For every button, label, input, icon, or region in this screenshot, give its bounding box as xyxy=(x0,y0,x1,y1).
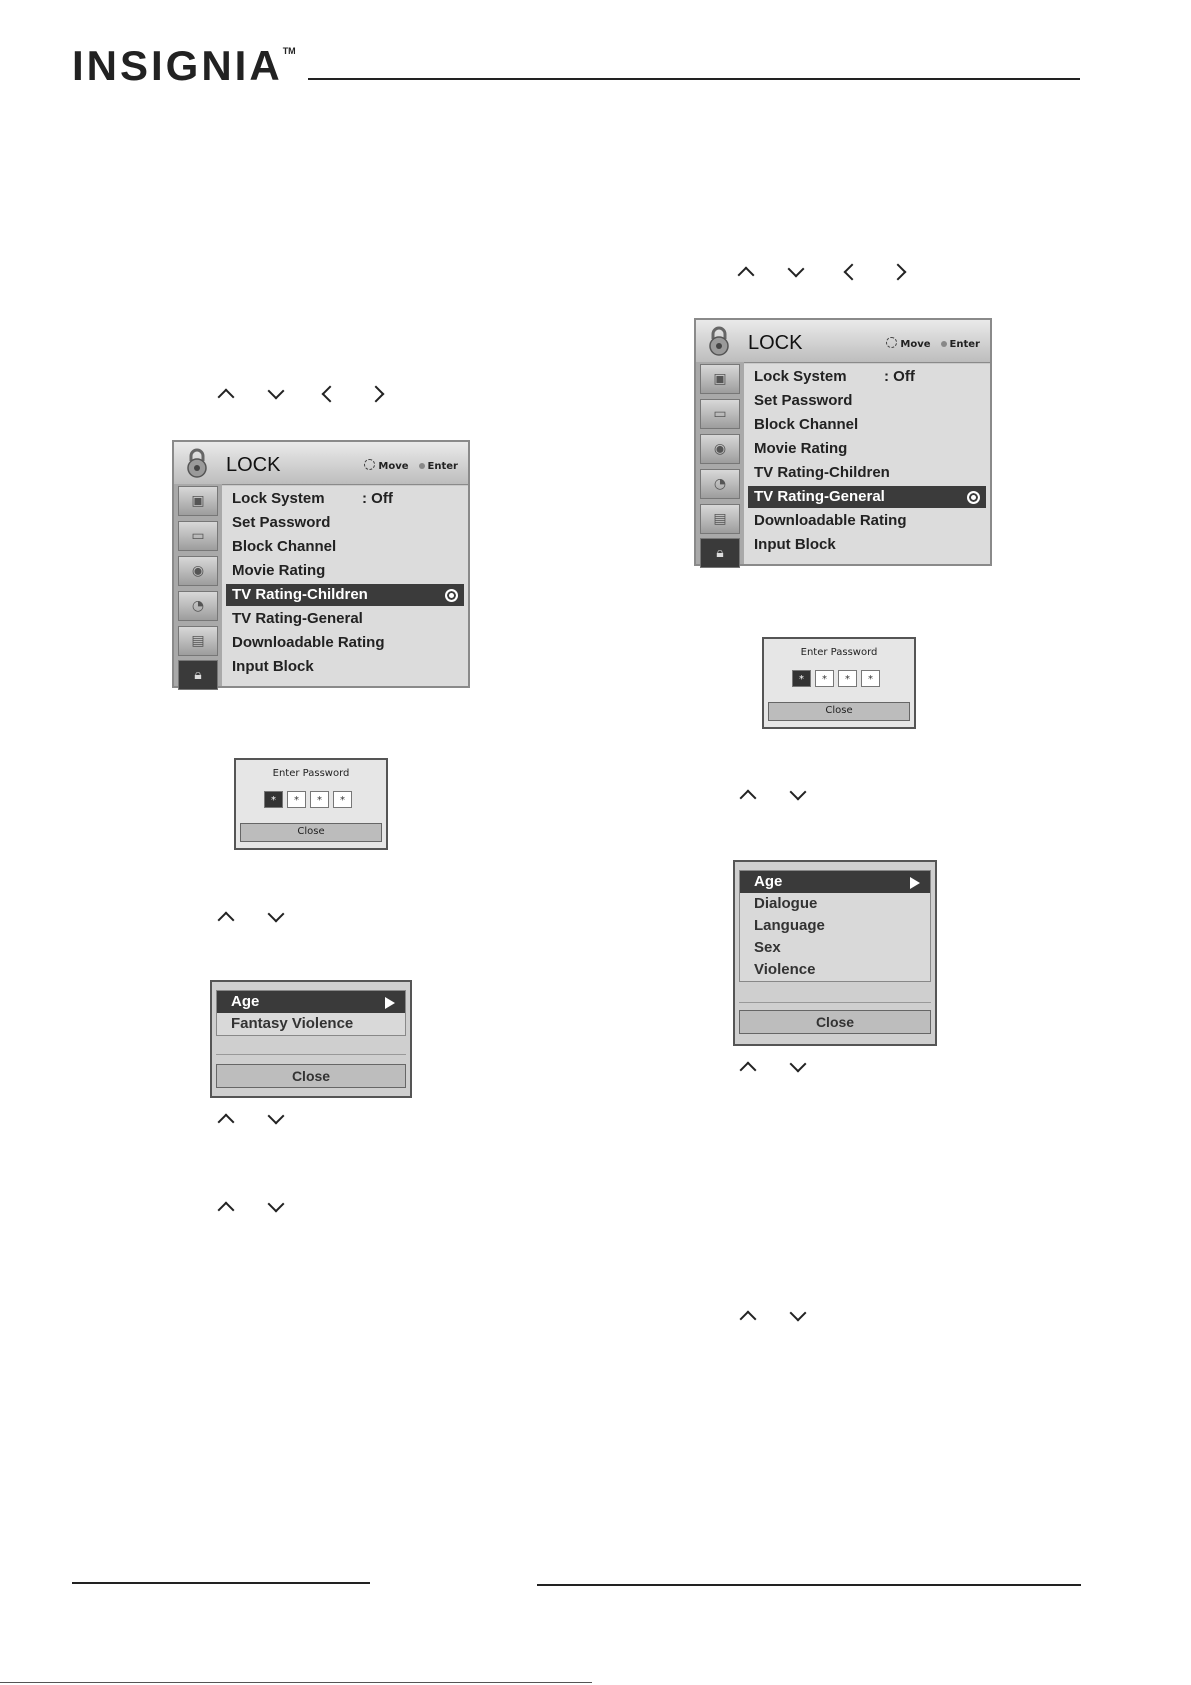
rating-list xyxy=(739,870,931,982)
menu-item-input-block[interactable]: Input Block xyxy=(754,536,836,553)
rating-popup-children xyxy=(210,980,412,1098)
popup-close-button[interactable]: Close xyxy=(739,1010,931,1034)
password-digit-2[interactable]: * xyxy=(815,670,834,687)
left-arrow-icon xyxy=(322,386,339,403)
selected-radio-icon xyxy=(967,491,980,504)
up-arrow-icon xyxy=(740,1062,757,1079)
nav-arrows-left-2 xyxy=(220,908,290,928)
header-rule xyxy=(308,78,1080,80)
audio-category-icon[interactable]: ◉ xyxy=(700,434,740,464)
picture-category-icon[interactable]: ▣ xyxy=(700,364,740,394)
menu-item-tv-rating-general[interactable]: TV Rating-General xyxy=(748,486,986,508)
menu-item-lock-system[interactable]: Lock System : Off xyxy=(232,490,393,507)
bottom-edge-rule xyxy=(0,1682,592,1683)
right-arrow-icon xyxy=(890,264,907,281)
enter-icon xyxy=(941,341,947,347)
password-digit-4[interactable]: * xyxy=(333,791,352,808)
password-dialog-title: Enter Password xyxy=(272,768,350,779)
up-arrow-icon xyxy=(740,790,757,807)
menu-item-input-block[interactable]: Input Block xyxy=(232,658,314,675)
password-digit-boxes xyxy=(792,667,884,687)
rating-item-dialogue[interactable]: Dialogue xyxy=(754,895,818,912)
rating-item-age[interactable]: Age xyxy=(217,991,405,1013)
nav-arrows-right-3 xyxy=(742,1058,812,1078)
rating-item-sex[interactable]: Sex xyxy=(754,939,781,956)
rating-item-age[interactable]: Age xyxy=(740,871,930,893)
time-category-icon[interactable]: ◔ xyxy=(700,469,740,499)
password-digit-3[interactable]: * xyxy=(310,791,329,808)
option-category-icon[interactable]: ▤ xyxy=(700,504,740,534)
lock-menu-title: LOCK xyxy=(226,454,281,476)
menu-item-downloadable-rating[interactable]: Downloadable Rating xyxy=(232,634,385,651)
picture-category-icon[interactable]: ▣ xyxy=(178,486,218,516)
insignia-logo: INSIGNIA™ xyxy=(72,42,296,89)
password-dialog-title: Enter Password xyxy=(800,647,878,658)
password-close-button[interactable]: Close xyxy=(768,702,910,721)
up-arrow-icon xyxy=(218,1202,235,1219)
move-icon xyxy=(364,459,375,470)
down-arrow-icon xyxy=(268,1196,285,1213)
rating-item-fantasy-violence[interactable]: Fantasy Violence xyxy=(231,1015,354,1032)
rating-popup-general xyxy=(733,860,937,1046)
lock-menu-title: LOCK xyxy=(748,332,803,354)
menu-item-downloadable-rating[interactable]: Downloadable Rating xyxy=(754,512,907,529)
nav-arrows-right-1 xyxy=(740,263,920,283)
audio-category-icon[interactable]: ◉ xyxy=(178,556,218,586)
password-dialog-right xyxy=(762,637,916,729)
down-arrow-icon xyxy=(790,1305,807,1322)
menu-item-movie-rating[interactable]: Movie Rating xyxy=(754,440,848,457)
enter-icon xyxy=(419,463,425,469)
menu-item-set-password[interactable]: Set Password xyxy=(232,514,331,531)
rating-item-violence[interactable]: Violence xyxy=(754,961,816,978)
padlock-icon xyxy=(184,448,210,478)
up-arrow-icon xyxy=(218,389,235,406)
menu-item-block-channel[interactable]: Block Channel xyxy=(754,416,859,433)
lock-menu-children xyxy=(172,440,470,688)
menu-item-movie-rating[interactable]: Movie Rating xyxy=(232,562,326,579)
down-arrow-icon xyxy=(268,1108,285,1125)
popup-divider xyxy=(739,1002,931,1003)
password-digit-boxes xyxy=(264,788,356,808)
rating-list xyxy=(216,990,406,1036)
menu-item-set-password[interactable]: Set Password xyxy=(754,392,853,409)
password-digit-4[interactable]: * xyxy=(861,670,880,687)
padlock-icon xyxy=(706,326,732,356)
down-arrow-icon xyxy=(790,784,807,801)
menu-item-lock-system[interactable]: Lock System : Off xyxy=(754,368,915,385)
up-arrow-icon xyxy=(218,1114,235,1131)
menu-item-tv-rating-children[interactable]: TV Rating-Children xyxy=(754,464,890,481)
down-arrow-icon xyxy=(788,261,805,278)
footer-rule-left xyxy=(72,1582,370,1584)
lock-menu-sidebar xyxy=(174,484,222,686)
lock-menu-items xyxy=(222,486,468,686)
password-digit-1[interactable]: * xyxy=(264,791,283,808)
popup-divider xyxy=(216,1054,406,1055)
down-arrow-icon xyxy=(268,383,285,400)
password-close-button[interactable]: Close xyxy=(240,823,382,842)
down-arrow-icon xyxy=(790,1056,807,1073)
lock-category-icon[interactable]: 🔒︎ xyxy=(178,660,218,690)
password-digit-1[interactable]: * xyxy=(792,670,811,687)
lock-menu-hint: Move Enter xyxy=(886,337,980,350)
up-arrow-icon xyxy=(218,912,235,929)
nav-arrows-right-4 xyxy=(742,1307,812,1327)
option-category-icon[interactable]: ▤ xyxy=(178,626,218,656)
rating-item-language[interactable]: Language xyxy=(754,917,825,934)
lock-menu-items xyxy=(744,364,990,564)
up-arrow-icon xyxy=(738,267,755,284)
password-digit-3[interactable]: * xyxy=(838,670,857,687)
footer-rule-right xyxy=(537,1584,1081,1586)
popup-close-button[interactable]: Close xyxy=(216,1064,406,1088)
nav-arrows-left-3 xyxy=(220,1110,290,1130)
menu-item-block-channel[interactable]: Block Channel xyxy=(232,538,337,555)
nav-arrows-right-2 xyxy=(742,786,812,806)
screen-category-icon[interactable]: ▭ xyxy=(178,521,218,551)
password-dialog-left xyxy=(234,758,388,850)
menu-item-tv-rating-general[interactable]: TV Rating-General xyxy=(232,610,363,627)
lock-menu-sidebar xyxy=(696,362,744,564)
lock-category-icon[interactable]: 🔒︎ xyxy=(700,538,740,568)
down-arrow-icon xyxy=(268,906,285,923)
play-arrow-icon xyxy=(385,997,395,1009)
move-icon xyxy=(886,337,897,348)
nav-arrows-left-4 xyxy=(220,1198,290,1218)
time-category-icon[interactable]: ◔ xyxy=(178,591,218,621)
left-arrow-icon xyxy=(844,264,861,281)
selected-radio-icon xyxy=(445,589,458,602)
lock-menu-general xyxy=(694,318,992,566)
menu-item-tv-rating-children[interactable]: TV Rating-Children xyxy=(226,584,464,606)
lock-menu-hint: Move Enter xyxy=(364,459,458,472)
up-arrow-icon xyxy=(740,1311,757,1328)
right-arrow-icon xyxy=(368,386,385,403)
nav-arrows-left-1 xyxy=(218,385,398,405)
play-arrow-icon xyxy=(910,877,920,889)
screen-category-icon[interactable]: ▭ xyxy=(700,399,740,429)
lock-menu-header xyxy=(696,320,990,363)
password-digit-2[interactable]: * xyxy=(287,791,306,808)
lock-menu-header xyxy=(174,442,468,485)
